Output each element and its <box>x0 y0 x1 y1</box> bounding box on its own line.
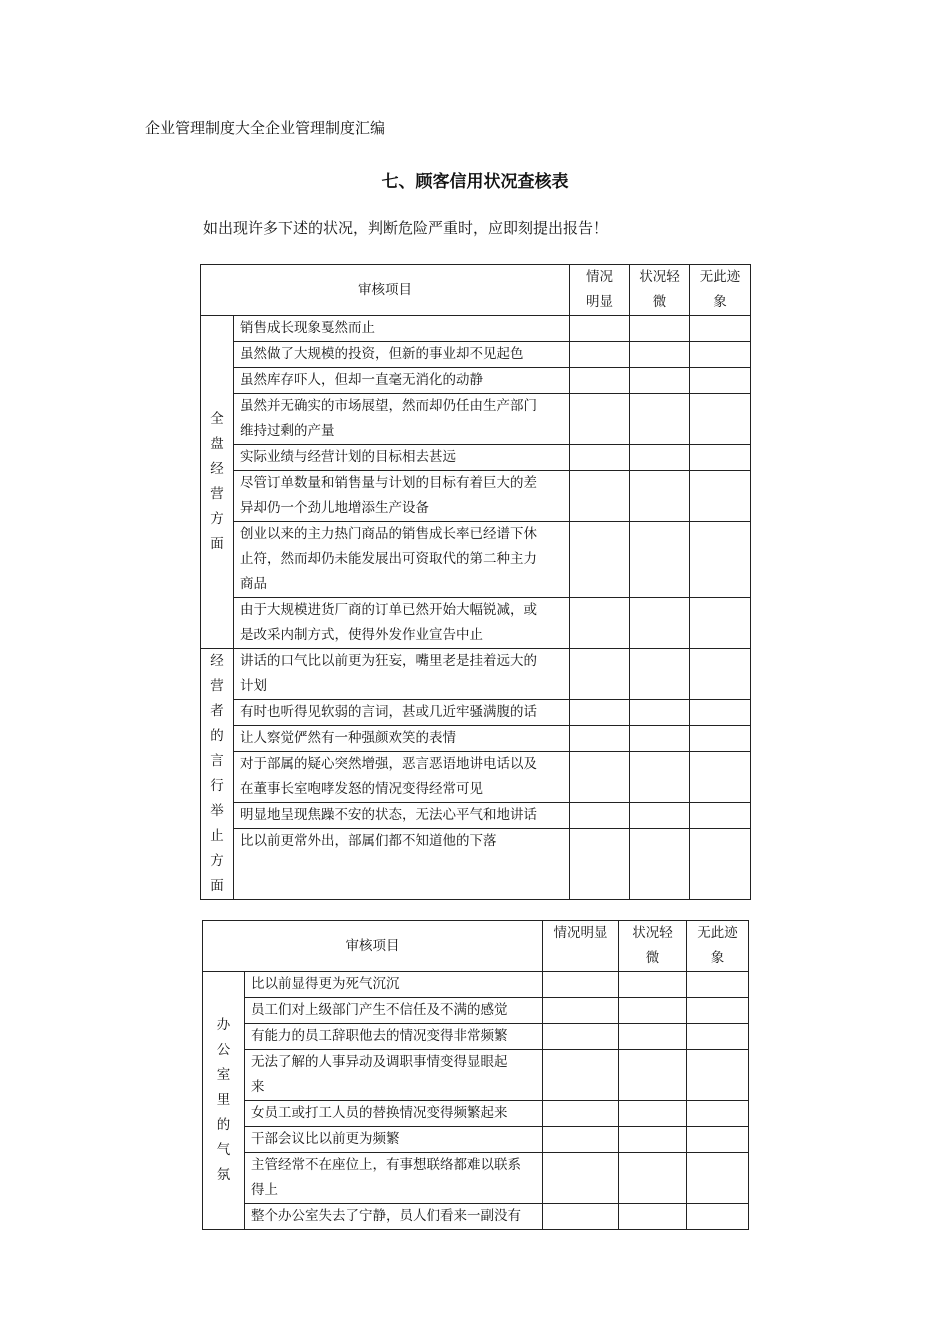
header-none: 无此迹 象 <box>690 265 751 316</box>
check-cell[interactable] <box>690 445 751 471</box>
check-cell[interactable] <box>619 1153 687 1204</box>
audit-item: 由于大规模进货厂商的订单已然开始大幅锐减，或 是改采内制方式，使得外发作业宣告中止 <box>234 598 570 649</box>
check-cell[interactable] <box>543 1024 619 1050</box>
check-cell[interactable] <box>619 1204 687 1230</box>
check-cell[interactable] <box>690 829 751 900</box>
check-cell[interactable] <box>687 1127 749 1153</box>
check-cell[interactable] <box>543 1101 619 1127</box>
category-overall-operations: 全 盘 经 营 方 面 <box>201 316 234 649</box>
audit-item: 虽然做了大规模的投资，但新的事业却不见起色 <box>234 342 570 368</box>
audit-item: 比以前显得更为死气沉沉 <box>245 972 543 998</box>
audit-item: 销售成长现象戛然而止 <box>234 316 570 342</box>
check-cell[interactable] <box>630 471 690 522</box>
check-cell[interactable] <box>687 1050 749 1101</box>
audit-item: 虽然并无确实的市场展望，然而却仍任由生产部门 维持过剩的产量 <box>234 394 570 445</box>
check-cell[interactable] <box>690 316 751 342</box>
audit-item: 比以前更常外出，部属们都不知道他的下落 <box>234 829 570 900</box>
check-cell[interactable] <box>570 649 630 700</box>
audit-item: 女员工或打工人员的替换情况变得频繁起来 <box>245 1101 543 1127</box>
check-cell[interactable] <box>630 803 690 829</box>
header-audit-item: 审核项目 <box>201 265 570 316</box>
check-cell[interactable] <box>687 1204 749 1230</box>
check-cell[interactable] <box>630 700 690 726</box>
check-cell[interactable] <box>687 1024 749 1050</box>
check-cell[interactable] <box>690 394 751 445</box>
audit-item: 对于部属的疑心突然增强，恶言恶语地讲电话以及 在董事长室咆哮发怒的情况变得经常可见 <box>234 752 570 803</box>
check-cell[interactable] <box>570 445 630 471</box>
check-cell[interactable] <box>543 1050 619 1101</box>
check-cell[interactable] <box>630 649 690 700</box>
check-cell[interactable] <box>570 598 630 649</box>
check-cell[interactable] <box>687 1153 749 1204</box>
audit-item: 尽管订单数量和销售量与计划的目标有着巨大的差 异却仍一个劲儿地增添生产设备 <box>234 471 570 522</box>
header-none: 无此迹 象 <box>687 921 749 972</box>
check-cell[interactable] <box>630 316 690 342</box>
check-cell[interactable] <box>543 1204 619 1230</box>
check-cell[interactable] <box>570 342 630 368</box>
check-cell[interactable] <box>570 829 630 900</box>
intro-paragraph: 如出现许多下述的状况，判断危险严重时，应即刻提出报告！ <box>203 219 609 237</box>
audit-item: 实际业绩与经营计划的目标相去甚远 <box>234 445 570 471</box>
running-header: 企业管理制度大全企业管理制度汇编 <box>145 119 386 137</box>
check-cell[interactable] <box>570 394 630 445</box>
page-title: 七、顾客信用状况查核表 <box>381 172 569 192</box>
check-cell[interactable] <box>687 998 749 1024</box>
check-cell[interactable] <box>687 972 749 998</box>
check-cell[interactable] <box>630 368 690 394</box>
check-cell[interactable] <box>690 752 751 803</box>
check-cell[interactable] <box>630 598 690 649</box>
check-cell[interactable] <box>690 649 751 700</box>
check-cell[interactable] <box>570 752 630 803</box>
audit-item: 整个办公室失去了宁静，员人们看来一副没有 <box>245 1204 543 1230</box>
header-obvious: 情况明显 <box>543 921 619 972</box>
credit-check-table-1 <box>200 264 751 900</box>
check-cell[interactable] <box>690 598 751 649</box>
audit-item: 干部会议比以前更为频繁 <box>245 1127 543 1153</box>
check-cell[interactable] <box>570 726 630 752</box>
check-cell[interactable] <box>619 1127 687 1153</box>
check-cell[interactable] <box>619 972 687 998</box>
audit-item: 让人察觉俨然有一种强颜欢笑的表情 <box>234 726 570 752</box>
check-cell[interactable] <box>690 803 751 829</box>
audit-item: 创业以来的主力热门商品的销售成长率已经谱下休 止符，然而却仍未能发展出可资取代的第二种主力 商品 <box>234 522 570 598</box>
audit-item: 有能力的员工辞职他去的情况变得非常频繁 <box>245 1024 543 1050</box>
credit-check-table-2 <box>202 920 749 1230</box>
check-cell[interactable] <box>543 1153 619 1204</box>
category-office-atmosphere: 办 公 室 里 的 气 氛 <box>203 972 245 1230</box>
check-cell[interactable] <box>570 522 630 598</box>
check-cell[interactable] <box>619 1024 687 1050</box>
check-cell[interactable] <box>570 471 630 522</box>
check-cell[interactable] <box>543 1127 619 1153</box>
check-cell[interactable] <box>630 445 690 471</box>
category-manager-behavior: 经 营 者 的 言 行 举 止 方 面 <box>201 649 234 900</box>
check-cell[interactable] <box>570 368 630 394</box>
check-cell[interactable] <box>690 342 751 368</box>
check-cell[interactable] <box>570 700 630 726</box>
check-cell[interactable] <box>630 342 690 368</box>
check-cell[interactable] <box>570 316 630 342</box>
header-slight: 状况轻 微 <box>630 265 690 316</box>
check-cell[interactable] <box>687 1101 749 1127</box>
check-cell[interactable] <box>690 700 751 726</box>
check-cell[interactable] <box>543 972 619 998</box>
check-cell[interactable] <box>619 1101 687 1127</box>
header-obvious: 情况 明显 <box>570 265 630 316</box>
check-cell[interactable] <box>690 471 751 522</box>
audit-item: 主管经常不在座位上，有事想联络都难以联系 得上 <box>245 1153 543 1204</box>
audit-item: 明显地呈现焦躁不安的状态，无法心平气和地讲话 <box>234 803 570 829</box>
check-cell[interactable] <box>543 998 619 1024</box>
audit-item: 虽然库存吓人，但却一直毫无消化的动静 <box>234 368 570 394</box>
audit-item: 有时也听得见软弱的言词，甚或几近牢骚满腹的话 <box>234 700 570 726</box>
audit-item: 无法了解的人事异动及调职事情变得显眼起 来 <box>245 1050 543 1101</box>
header-audit-item: 审核项目 <box>203 921 543 972</box>
check-cell[interactable] <box>690 522 751 598</box>
check-cell[interactable] <box>630 752 690 803</box>
header-slight: 状况轻 微 <box>619 921 687 972</box>
check-cell[interactable] <box>630 829 690 900</box>
check-cell[interactable] <box>690 368 751 394</box>
check-cell[interactable] <box>619 998 687 1024</box>
audit-item: 讲话的口气比以前更为狂妄，嘴里老是挂着远大的 计划 <box>234 649 570 700</box>
check-cell[interactable] <box>619 1050 687 1101</box>
check-cell[interactable] <box>630 726 690 752</box>
audit-item: 员工们对上级部门产生不信任及不满的感觉 <box>245 998 543 1024</box>
check-cell[interactable] <box>690 726 751 752</box>
check-cell[interactable] <box>570 803 630 829</box>
check-cell[interactable] <box>630 394 690 445</box>
check-cell[interactable] <box>630 522 690 598</box>
